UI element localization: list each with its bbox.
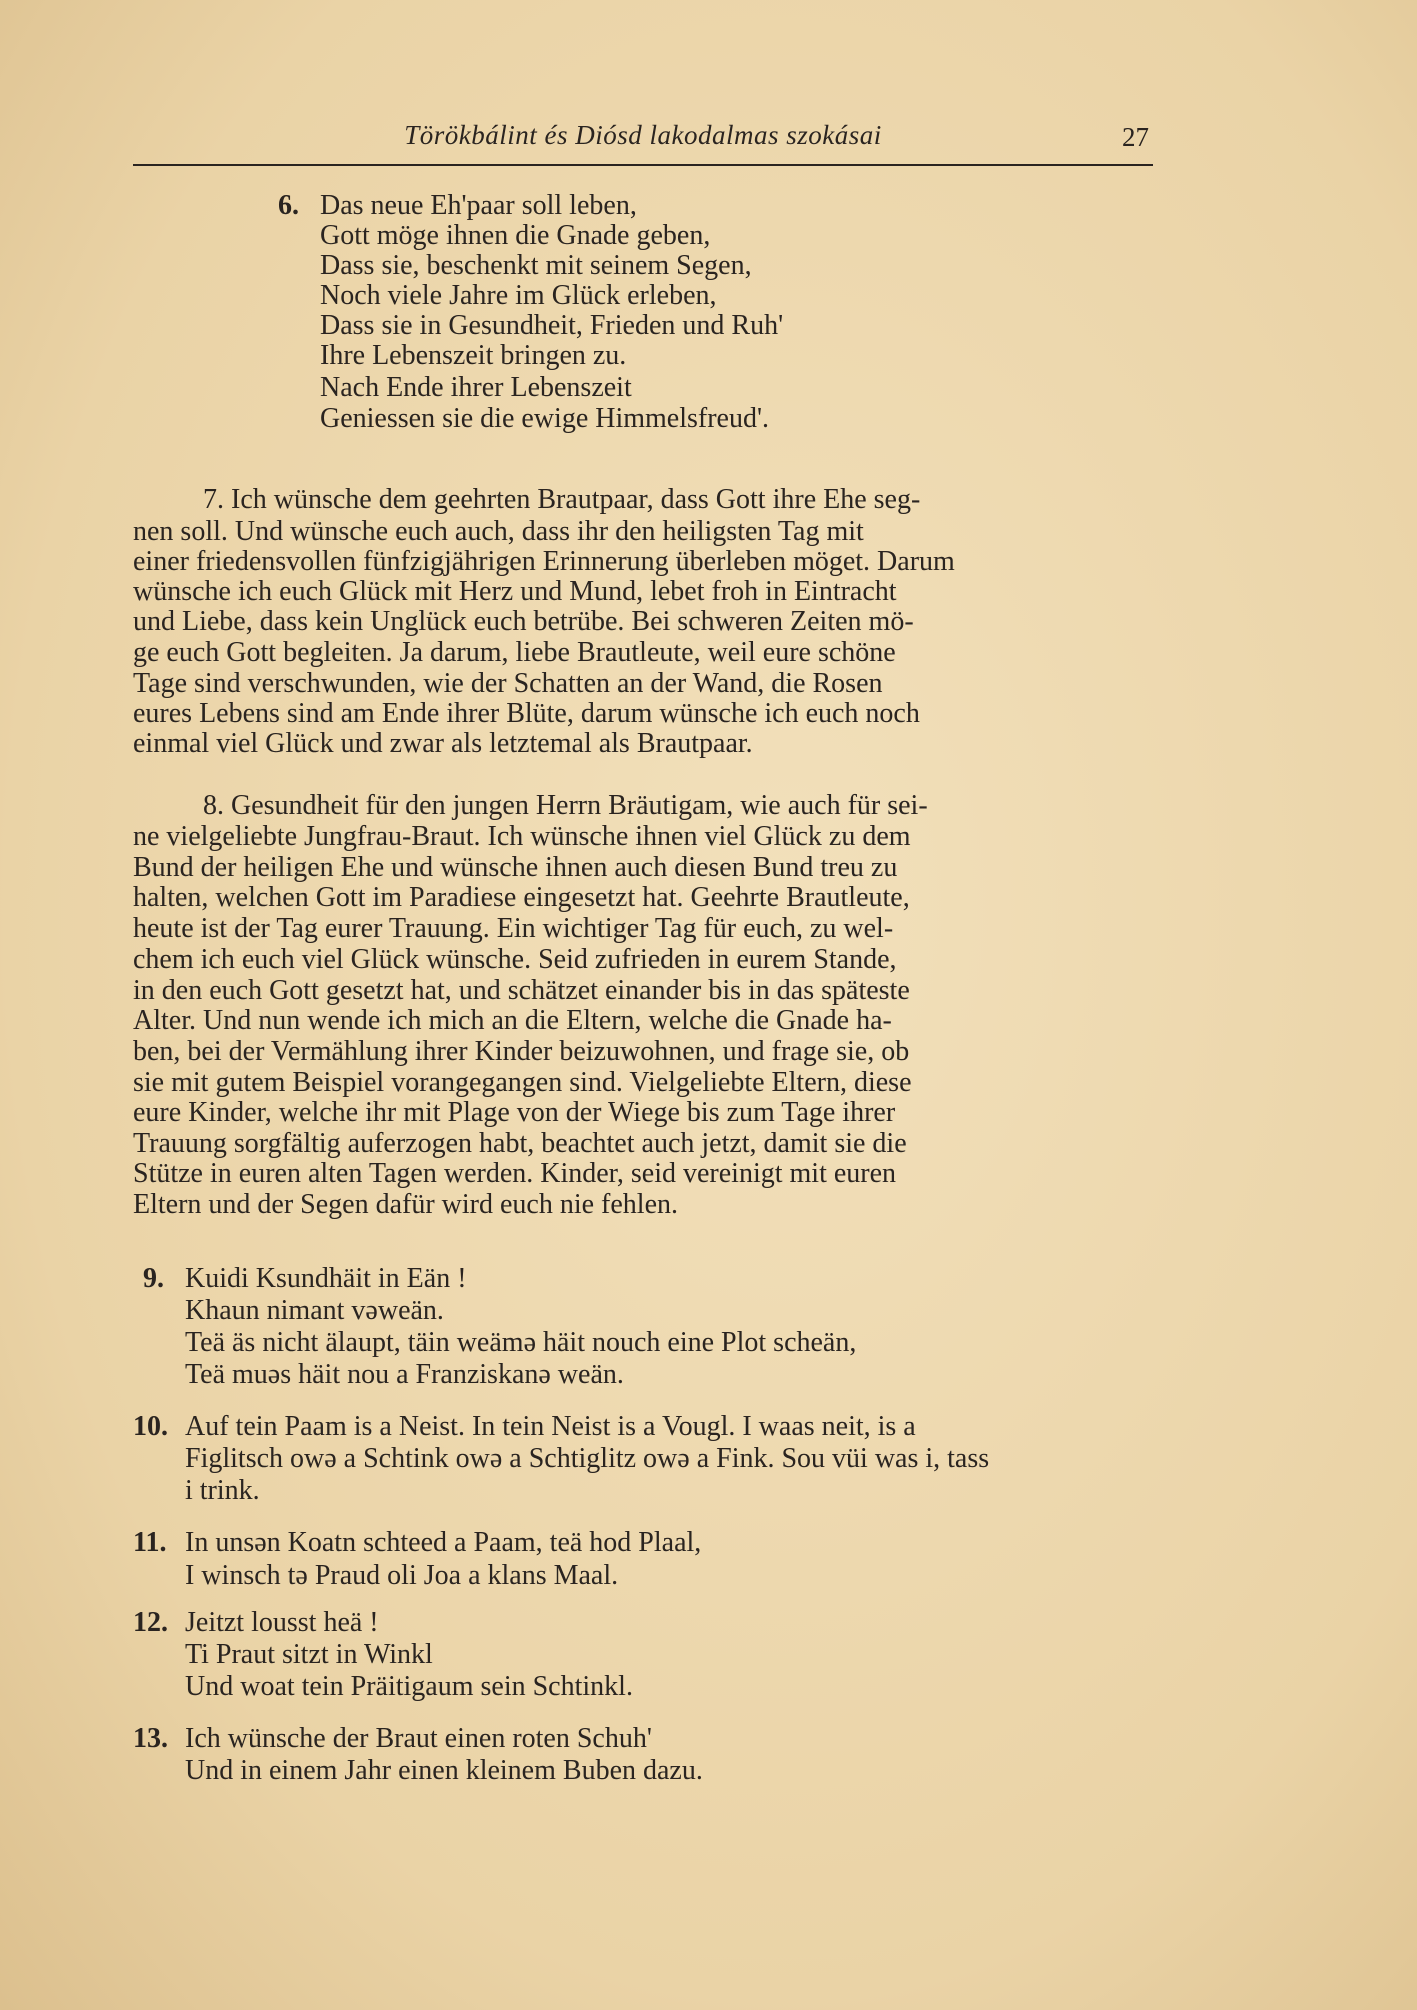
page-number: 27 (1122, 122, 1149, 152)
line-text: eures Lebens sind am Ende ihrer Blüte, darum wünsche ich euch noch (133, 698, 920, 729)
paragraph-line (133, 668, 1153, 700)
paragraph-line (133, 852, 1153, 884)
verse-line: Und in einem Jahr einen kleinem Buben dazu. (185, 1755, 703, 1786)
line-text: ge euch Gott begleiten. Ja darum, liebe Brautleute, weil eure schöne (133, 637, 896, 668)
verse-line: Noch viele Jahre im Glück erleben, (320, 280, 717, 311)
line-text: wünsche ich euch Glück mit Herz und Mund, lebet froh in Eintracht (133, 576, 897, 607)
verse-line: Gott möge ihnen die Gnade geben, (320, 220, 711, 251)
paragraph-line (133, 637, 1153, 669)
verse-line: I winsch tə Praud oli Joa a klans Maal. (185, 1560, 619, 1591)
paragraph-line (133, 1036, 1153, 1068)
verse-line: Das neue Eh'paar soll leben, (320, 190, 637, 221)
verse-line: Dass sie in Gesundheit, Frieden und Ruh' (320, 310, 784, 341)
section-number: 12. (133, 1607, 168, 1638)
paragraph-line (133, 606, 1153, 638)
line-text: ben, bei der Vermählung ihrer Kinder beizuwohnen, und frage sie, ob (133, 1036, 910, 1067)
verse-line: Geniessen sie die ewige Himmelsfreud'. (320, 403, 770, 434)
line-text: chem ich euch viel Glück wünsche. Seid zufrieden in eurem Stande, (133, 944, 897, 975)
section-number: 9. (143, 1263, 164, 1294)
verse-line: Teä äs nicht älaupt, täin weämə häit nouch eine Plot scheän, (185, 1327, 857, 1358)
paragraph-line (133, 1158, 1153, 1190)
paragraph-line (133, 913, 1153, 945)
verse-line: Kuidi Ksundhäit in Eän ! (185, 1263, 467, 1294)
line-text: halten, welchen Gott im Paradiese eingesetzt hat. Geehrte Brautleute, (133, 882, 910, 913)
paragraph-line (133, 484, 1153, 516)
line-text: nen soll. Und wünsche euch auch, dass ihr den heiligsten Tag mit (133, 516, 864, 547)
paragraph-line (133, 944, 1153, 976)
line-text: Trauung sorgfältig auferzogen habt, beachtet auch jetzt, damit sie die (133, 1128, 907, 1159)
paragraph-line (133, 1128, 1153, 1160)
verse-line: i trink. (185, 1475, 260, 1506)
line-text: Bund der heiligen Ehe und wünsche ihnen auch diesen Bund treu zu (133, 852, 898, 883)
verse-line: Ihre Lebenszeit bringen zu. (320, 340, 627, 371)
paragraph-line (133, 698, 1153, 730)
verse-line: Auf tein Paam is a Neist. In tein Neist is a Vougl. I waas neit, is a (185, 1411, 916, 1442)
verse-line: Jeitzt lousst heä ! (185, 1607, 379, 1638)
verse-line: In unsən Koatn schteed a Paam, teä hod Plaal, (185, 1527, 702, 1558)
section-number: 11. (133, 1527, 167, 1558)
paragraph-line (133, 516, 1153, 548)
paragraph-line (133, 546, 1153, 578)
line-text: einmal viel Glück und zwar als letztemal als Brautpaar. (133, 728, 753, 759)
line-text: Alter. Und nun wende ich mich an die Eltern, welche die Gnade ha- (133, 1005, 892, 1036)
paragraph-line (133, 1189, 1153, 1221)
running-header (133, 120, 1153, 166)
line-text: heute ist der Tag eurer Trauung. Ein wichtiger Tag für euch, zu wel- (133, 913, 894, 944)
verse-line: Nach Ende ihrer Lebenszeit (320, 372, 632, 403)
line-text: ne vielgeliebte Jungfrau-Braut. Ich wünsche ihnen viel Glück zu dem (133, 821, 911, 852)
paragraph-line (133, 1067, 1153, 1099)
paragraph-line (133, 975, 1153, 1007)
line-text: eure Kinder, welche ihr mit Plage von der Wiege bis zum Tage ihrer (133, 1097, 896, 1128)
line-text: 8. Gesundheit für den jungen Herrn Bräutigam, wie auch für sei- (203, 790, 928, 821)
line-text: Stütze in euren alten Tagen werden. Kinder, seid vereinigt mit euren (133, 1158, 897, 1189)
section-number: 6. (278, 190, 299, 221)
verse-line: Teä muəs häit nou a Franziskanə weän. (185, 1359, 624, 1390)
line-text: Tage sind verschwunden, wie der Schatten an der Wand, die Rosen (133, 668, 883, 699)
paragraph-line (133, 1005, 1153, 1037)
paragraph-line (133, 1097, 1153, 1129)
line-text: 7. Ich wünsche dem geehrten Brautpaar, dass Gott ihre Ehe seg- (203, 484, 921, 515)
verse-line: Dass sie, beschenkt mit seinem Segen, (320, 250, 752, 281)
line-text: und Liebe, dass kein Unglück euch betrübe. Bei schweren Zeiten mö- (133, 606, 914, 637)
verse-line: Khaun nimant vəweän. (185, 1295, 444, 1326)
paragraph-line (133, 821, 1153, 853)
paragraph-line (133, 882, 1153, 914)
verse-line: Ti Praut sitzt in Winkl (185, 1639, 433, 1670)
header-title: Törökbálint és Diósd lakodalmas szokásai (404, 120, 882, 150)
line-text: einer friedensvollen fünfzigjährigen Erinnerung überleben möget. Darum (133, 546, 955, 577)
paragraph-line (133, 728, 1153, 760)
verse-line: Ich wünsche der Braut einen roten Schuh' (185, 1723, 652, 1754)
section-number: 13. (133, 1723, 168, 1754)
paragraph-line (133, 790, 1153, 822)
verse-line: Figlitsch owə a Schtink owə a Schtiglitz owə a Fink. Sou vüi was i, tass (185, 1443, 990, 1474)
verse-line: Und woat tein Präitigaum sein Schtinkl. (185, 1671, 633, 1702)
line-text: sie mit gutem Beispiel vorangegangen sind. Vielgeliebte Eltern, diese (133, 1067, 912, 1098)
line-text: in den euch Gott gesetzt hat, und schätzet einander bis in das späteste (133, 975, 910, 1006)
line-text: Eltern und der Segen dafür wird euch nie fehlen. (133, 1189, 679, 1220)
section-number: 10. (133, 1411, 168, 1442)
paragraph-line (133, 576, 1153, 608)
